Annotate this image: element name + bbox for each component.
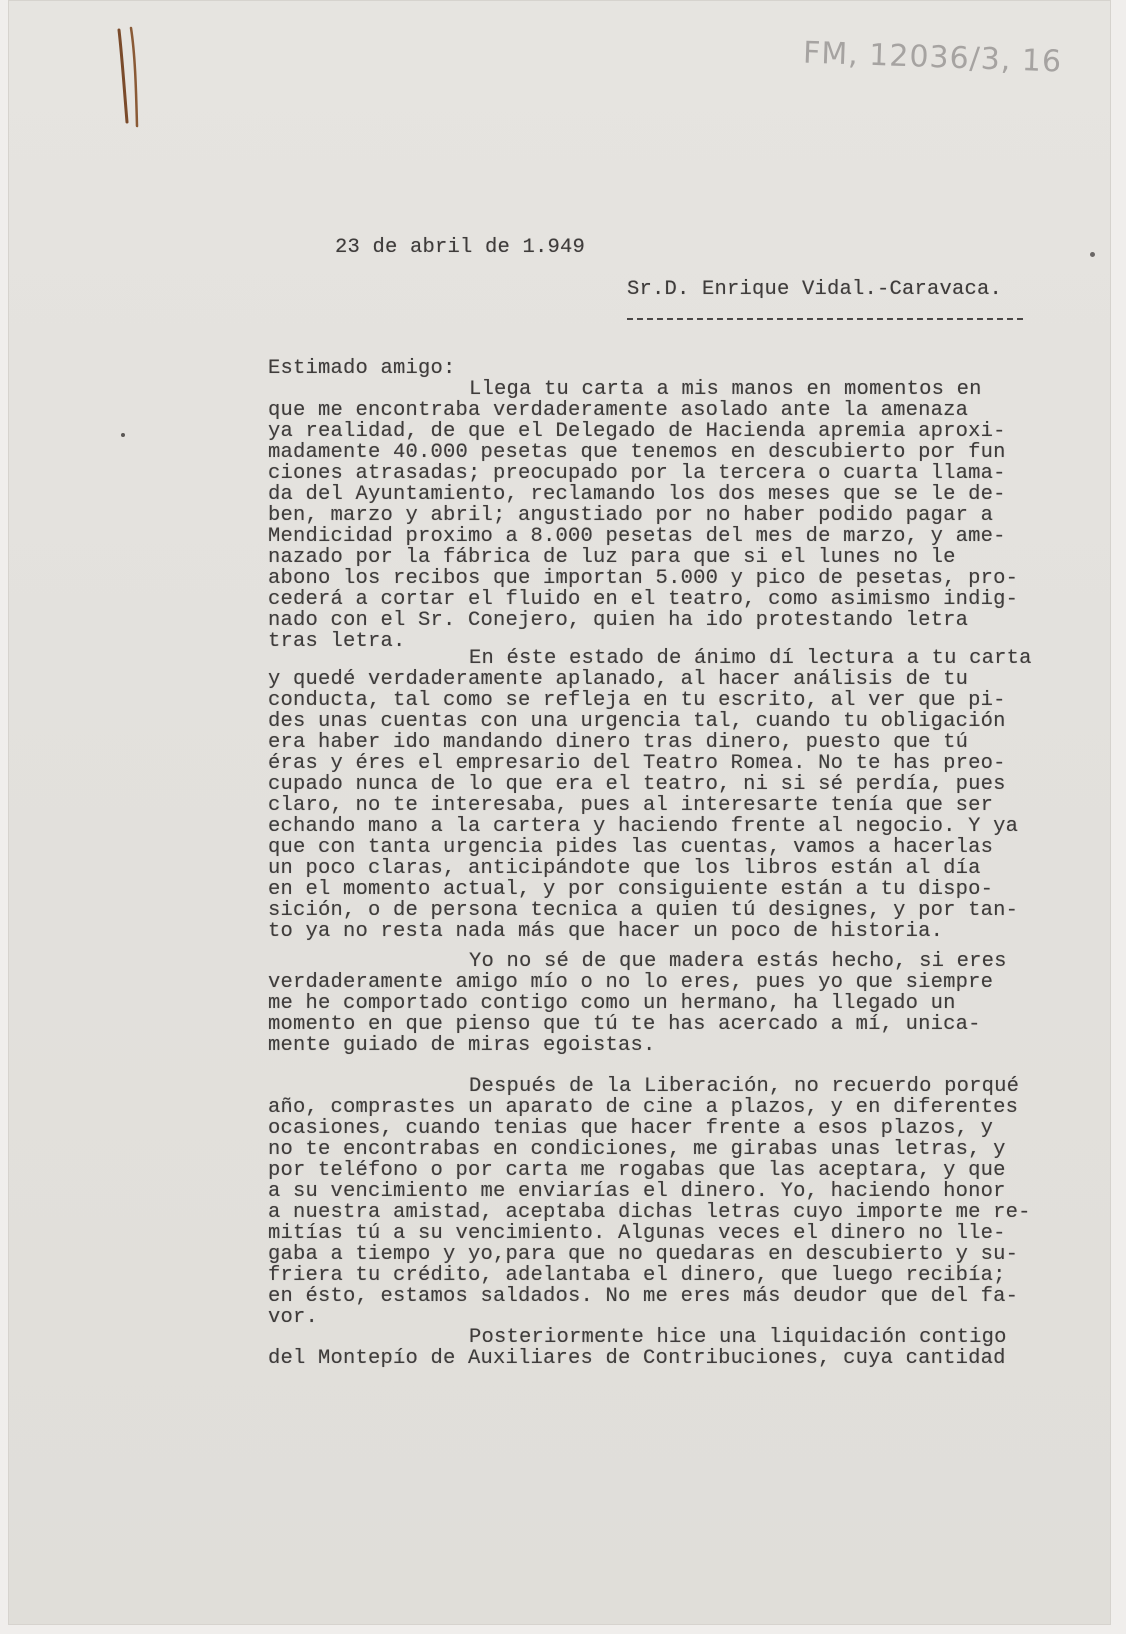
text-line: ya realidad, de que el Delegado de Hacienda apremia aproxi-: [268, 420, 1006, 443]
text-line: me he comportado contigo como un hermano, ha llegado un: [268, 992, 956, 1015]
text-line: ben, marzo y abril; angustiado por no haber podido pagar a: [268, 504, 994, 527]
paragraph-1: [268, 378, 1068, 653]
recipient-underline: [627, 318, 1023, 320]
ink-speck: [1090, 252, 1095, 257]
paragraph-3: [268, 950, 1068, 1060]
text-line: a nuestra amistad, aceptaba dichas letras cuyo importe me re-: [268, 1201, 1031, 1224]
text-line: y quedé verdaderamente aplanado, al hacer análisis de tu: [268, 668, 969, 691]
text-line: conducta, tal como se refleja en tu escrito, al ver que pi-: [268, 689, 1006, 712]
text-line: a su vencimiento me enviarías el dinero. Yo, haciendo honor: [268, 1180, 1006, 1203]
pencil-mark-icon: [113, 26, 153, 135]
text-line: un poco claras, anticipándote que los libros están al día: [268, 857, 981, 880]
text-line: en el momento actual, y por consiguiente están a tu dispo-: [268, 878, 994, 901]
text-line: ciones atrasadas; preocupado por la tercera o cuarta llama-: [268, 462, 1006, 485]
text-line: momento en que pienso que tú te has acercado a mí, unica-: [268, 1013, 981, 1036]
text-line: mente guiado de miras egoistas.: [268, 1034, 656, 1057]
text-line: nazado por la fábrica de luz para que si el lunes no le: [268, 546, 956, 569]
text-line: des unas cuentas con una urgencia tal, cuando tu obligación: [268, 710, 1006, 733]
text-line: Mendicidad proximo a 8.000 pesetas del mes de marzo, y ame-: [268, 525, 1006, 548]
text-line: En éste estado de ánimo dí lectura a tu carta: [469, 647, 1032, 670]
text-line: tras letra.: [268, 630, 406, 653]
text-line: abono los recibos que importan 5.000 y pico de pesetas, pro-: [268, 567, 1019, 590]
text-line: vor.: [268, 1306, 319, 1329]
text-line: mitías tú a su vencimiento. Algunas veces el dinero no lle-: [268, 1222, 1006, 1245]
text-line: éras y éres el empresario del Teatro Romea. No te has preo-: [268, 752, 1006, 775]
paragraph-2: [268, 647, 1068, 947]
text-line: claro, no te interesaba, pues al interesarte tenía que ser: [268, 794, 994, 817]
ink-speck: [121, 433, 125, 437]
text-line: que con tanta urgencia pides las cuentas, vamos a hacerlas: [268, 836, 994, 859]
text-line: to ya no resta nada más que hacer un poco de historia.: [268, 920, 944, 943]
text-line: verdaderamente amigo mío o no lo eres, pues yo que siempre: [268, 971, 994, 994]
text-line: por teléfono o por carta me rogabas que las aceptara, y que: [268, 1159, 1006, 1182]
text-line: friera tu crédito, adelantaba el dinero, que luego recibía;: [268, 1264, 1006, 1287]
text-line: en ésto, estamos saldados. No me eres más deudor que del fa-: [268, 1285, 1019, 1308]
text-line: no te encontrabas en condiciones, me girabas unas letras, y: [268, 1138, 1006, 1161]
text-line: cederá a cortar el fluido en el teatro, como asimismo indig-: [268, 588, 1019, 611]
archive-reference: FM, 12036/3, 16: [802, 35, 1063, 80]
text-line: sición, o de persona tecnica a quien tú designes, y por tan-: [268, 899, 1019, 922]
text-line: Después de la Liberación, no recuerdo porqué: [469, 1075, 1020, 1098]
text-line: madamente 40.000 pesetas que tenemos en descubierto por fun: [268, 441, 1006, 464]
text-line: nado con el Sr. Conejero, quien ha ido protestando letra: [268, 609, 969, 632]
letter-recipient: Sr.D. Enrique Vidal.-Caravaca.: [627, 278, 1003, 301]
text-line: ocasiones, cuando tenias que hacer frente a esos plazos, y: [268, 1117, 994, 1140]
text-line: año, comprastes un aparato de cine a plazos, y en diferentes: [268, 1096, 1019, 1119]
letter-salutation: Estimado amigo:: [268, 357, 456, 380]
text-line: echando mano a la cartera y haciendo frente al negocio. Y ya: [268, 815, 1019, 838]
text-line: del Montepío de Auxiliares de Contribuciones, cuya cantidad: [268, 1347, 1006, 1370]
letter-date: 23 de abril de 1.949: [335, 236, 586, 259]
paragraph-4: [268, 1075, 1068, 1329]
text-line: cupado nunca de lo que era el teatro, ni si sé perdía, pues: [268, 773, 1006, 796]
text-line: Yo no sé de que madera estás hecho, si eres: [469, 950, 1007, 973]
text-line: que me encontraba verdaderamente asolado ante la amenaza: [268, 399, 969, 422]
text-line: Llega tu carta a mis manos en momentos en: [469, 378, 982, 401]
text-line: da del Ayuntamiento, reclamando los dos meses que se le de-: [268, 483, 1006, 506]
text-line: Posteriormente hice una liquidación contigo: [469, 1326, 1007, 1349]
text-line: gaba a tiempo y yo,para que no quedaras en descubierto y su-: [268, 1243, 1019, 1266]
text-line: era haber ido mandando dinero tras dinero, puesto que tú: [268, 731, 969, 754]
paragraph-5: [268, 1326, 1068, 1376]
